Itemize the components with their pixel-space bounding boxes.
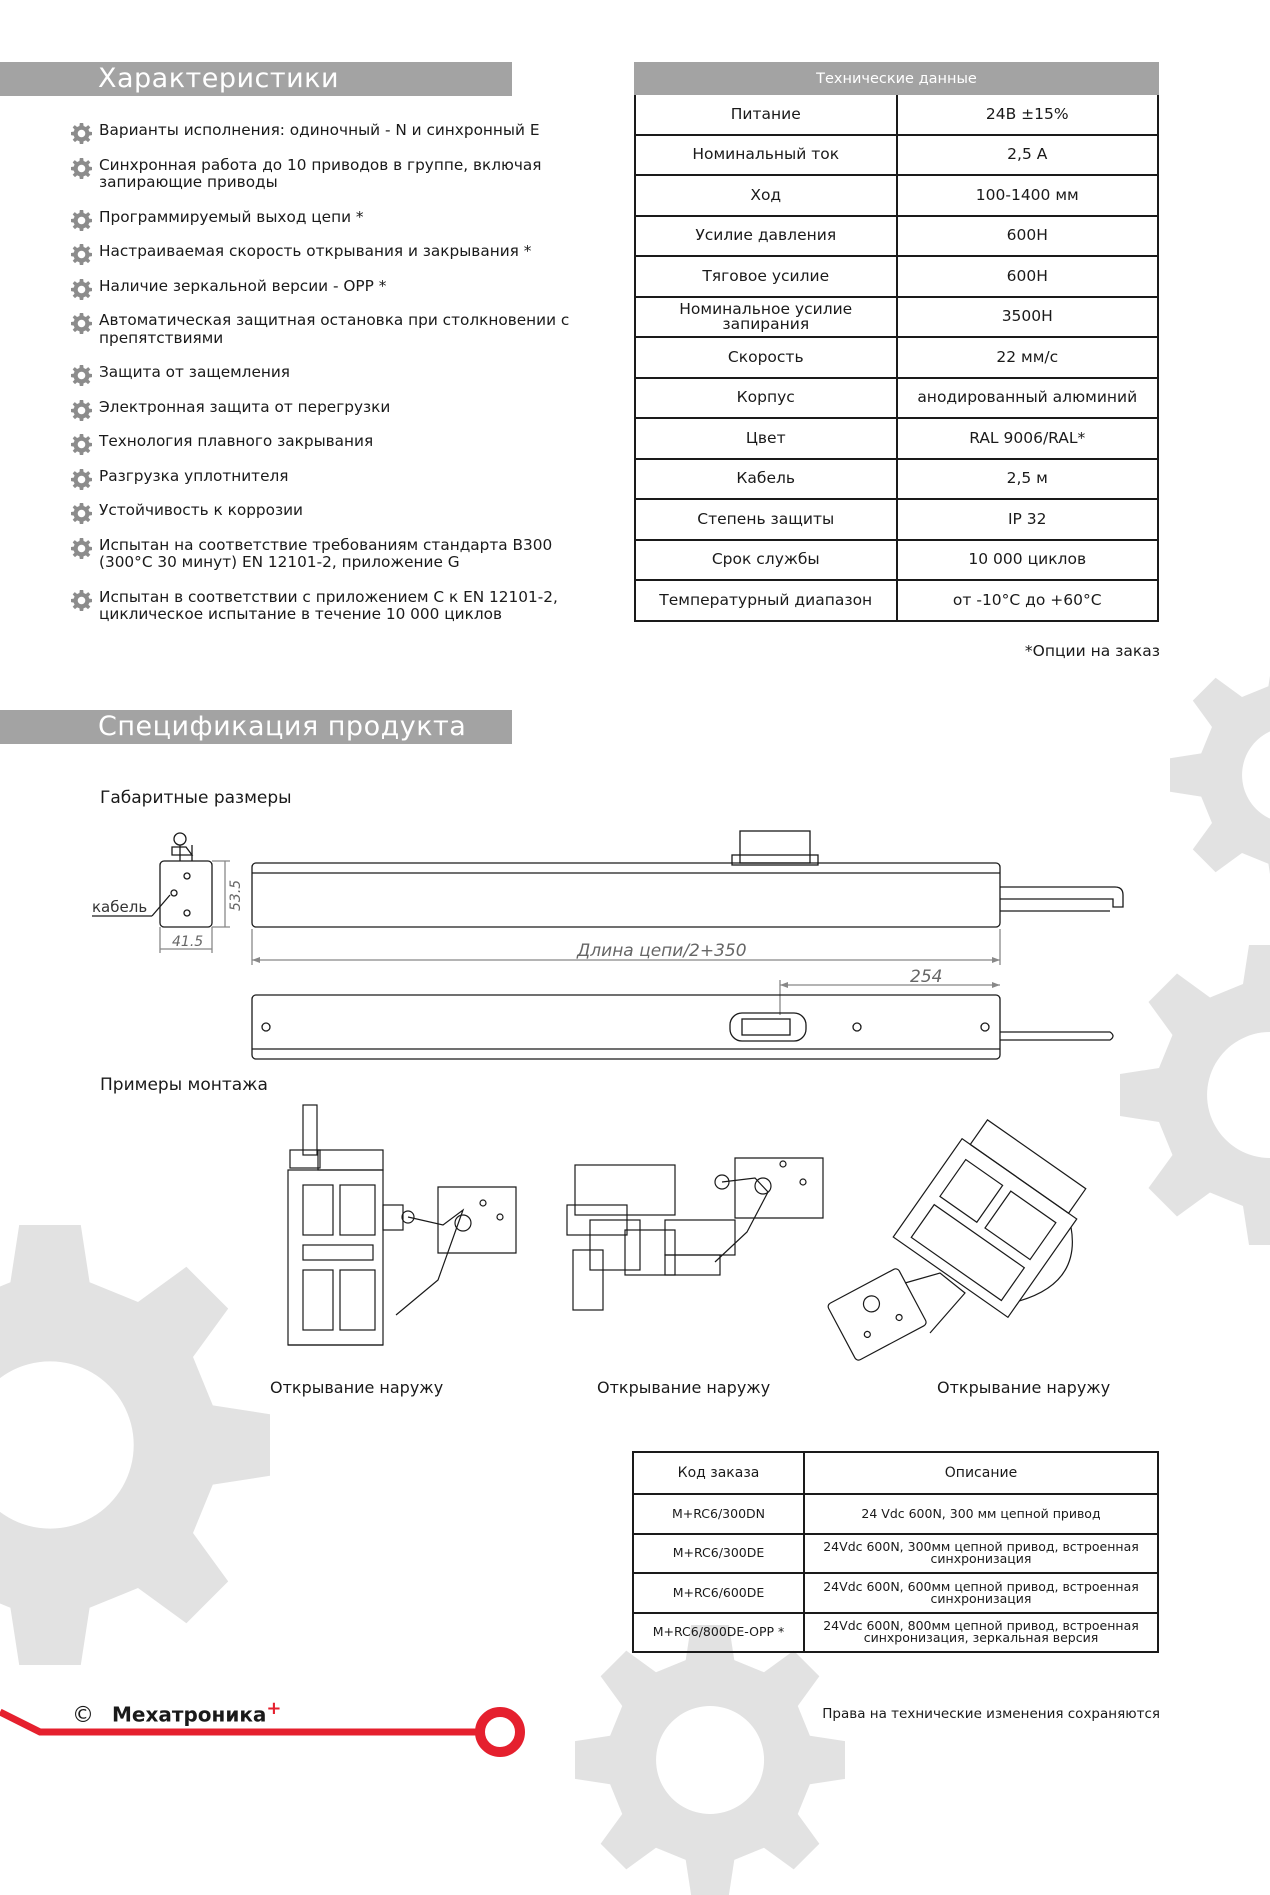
- tech-param: Ход: [635, 175, 897, 216]
- width-dimension-label: 41.5: [172, 934, 204, 950]
- feature-item: [68, 589, 588, 624]
- tech-value: 24В ±15%: [897, 94, 1159, 135]
- feature-text: Разгрузка уплотнителя: [99, 466, 289, 485]
- tech-table-header: Технические данные: [635, 63, 1158, 94]
- order-code: M+RC6/300DN: [633, 1494, 804, 1534]
- order-code: M+RC6/800DE-OPP *: [633, 1613, 804, 1653]
- tech-value: анодированный алюминий: [897, 378, 1159, 419]
- section-title-specification: Спецификация продукта: [0, 710, 512, 744]
- tech-row: [635, 540, 1158, 581]
- background-gear-icon: [575, 1625, 845, 1895]
- tech-row: [635, 418, 1158, 459]
- options-note: *Опции на заказ: [1024, 642, 1160, 660]
- tech-row: [635, 135, 1158, 176]
- tech-row: [635, 499, 1158, 540]
- feature-item: [68, 312, 588, 347]
- tech-param: Номинальное усилие запирания: [635, 297, 897, 338]
- feature-text: Автоматическая защитная остановка при столкновении с препятствиями: [99, 311, 570, 347]
- tech-param: Скорость: [635, 337, 897, 378]
- chain-length-dimension-label: Длина цепи/2+350: [577, 941, 747, 961]
- offset-dimension-label: 254: [910, 967, 943, 987]
- tech-value: 2,5 м: [897, 459, 1159, 500]
- footer-brand: [72, 1698, 282, 1728]
- tech-param: Номинальный ток: [635, 135, 897, 176]
- tech-value: 3500Н: [897, 297, 1159, 338]
- rights-notice: Права на технические изменения сохраняются: [822, 1706, 1160, 1722]
- tech-row: [635, 175, 1158, 216]
- feature-item: [68, 502, 588, 520]
- order-header-description: Описание: [804, 1452, 1158, 1494]
- feature-item: [68, 537, 588, 572]
- mounting-title: Примеры монтажа: [100, 1075, 268, 1095]
- tech-param: Тяговое усилие: [635, 256, 897, 297]
- feature-item: [68, 278, 588, 296]
- feature-item: [68, 468, 588, 486]
- tech-param: Температурный диапазон: [635, 580, 897, 621]
- tech-value: 2,5 А: [897, 135, 1159, 176]
- dimension-drawing: [80, 825, 1140, 1060]
- tech-row: [635, 459, 1158, 500]
- order-row: [633, 1494, 1158, 1534]
- feature-item: [68, 399, 588, 417]
- tech-param: Питание: [635, 94, 897, 135]
- order-description: 24Vdc 600N, 300мм цепной привод, встроенная синхронизация: [804, 1534, 1158, 1574]
- tech-value: от -10°С до +60°С: [897, 580, 1159, 621]
- feature-item: [68, 122, 588, 140]
- feature-text: Устойчивость к коррозии: [99, 501, 303, 519]
- tech-param: Цвет: [635, 418, 897, 459]
- tech-row: [635, 378, 1158, 419]
- tech-row: [635, 256, 1158, 297]
- tech-value: 600Н: [897, 256, 1159, 297]
- tech-data-table: [634, 62, 1159, 622]
- mounting-caption-1: Открывание наружу: [270, 1378, 444, 1397]
- brand-plus: +: [266, 1698, 282, 1719]
- order-description: 24 Vdc 600N, 300 мм цепной привод: [804, 1494, 1158, 1534]
- tech-row: [635, 337, 1158, 378]
- order-row: [633, 1573, 1158, 1613]
- background-gear-icon: [0, 1225, 270, 1665]
- section-title-characteristics: Характеристики: [0, 62, 512, 96]
- tech-param: Степень защиты: [635, 499, 897, 540]
- tech-value: 10 000 циклов: [897, 540, 1159, 581]
- order-table: [632, 1451, 1159, 1653]
- order-description: 24Vdc 600N, 800мм цепной привод, встроенная синхронизация, зеркальная версия: [804, 1613, 1158, 1653]
- feature-text: Защита от защемления: [99, 363, 291, 381]
- feature-text: Программируемый выход цепи *: [99, 207, 364, 226]
- copyright-icon: ©: [72, 1702, 94, 1728]
- tech-value: 22 мм/с: [897, 337, 1159, 378]
- tech-row: [635, 216, 1158, 257]
- features-list: [68, 122, 588, 641]
- mounting-drawing-2: [565, 1150, 835, 1320]
- tech-row: [635, 297, 1158, 338]
- order-header-code: Код заказа: [633, 1452, 804, 1494]
- feature-text: Синхронная работа до 10 приводов в группе, включая запирающие приводы: [99, 155, 542, 191]
- background-gear-icon: [1120, 945, 1270, 1245]
- order-code: M+RC6/600DE: [633, 1573, 804, 1613]
- feature-text: Электронная защита от перегрузки: [99, 397, 391, 416]
- feature-text: Наличие зеркальной версии - OPP *: [99, 276, 387, 295]
- background-gear-icon: [1170, 655, 1270, 895]
- feature-item: [68, 157, 588, 192]
- order-row: [633, 1613, 1158, 1653]
- order-description: 24Vdc 600N, 600мм цепной привод, встроенная синхронизация: [804, 1573, 1158, 1613]
- order-code: M+RC6/300DE: [633, 1534, 804, 1574]
- tech-value: IP 32: [897, 499, 1159, 540]
- order-row: [633, 1534, 1158, 1574]
- tech-value: RAL 9006/RAL*: [897, 418, 1159, 459]
- tech-row: [635, 94, 1158, 135]
- feature-text: Варианты исполнения: одиночный - N и синхронный E: [99, 121, 540, 139]
- mounting-caption-2: Открывание наружу: [597, 1378, 771, 1397]
- brand-name: Мехатроника: [112, 1702, 267, 1727]
- feature-item: [68, 433, 588, 451]
- cable-label: кабель: [92, 898, 148, 916]
- mounting-drawing-3: [835, 1118, 1125, 1373]
- tech-row: [635, 580, 1158, 621]
- feature-text: Технология плавного закрывания: [99, 432, 374, 450]
- height-dimension-label: 53.5: [228, 879, 244, 911]
- order-table-header-row: [633, 1452, 1158, 1494]
- dimensions-title: Габаритные размеры: [100, 788, 292, 808]
- feature-text: Настраиваемая скорость открывания и закрывания *: [99, 242, 532, 260]
- feature-item: [68, 364, 588, 382]
- mounting-caption-3: Открывание наружу: [937, 1378, 1111, 1397]
- tech-value: 600Н: [897, 216, 1159, 257]
- feature-text: Испытан в соответствии с приложением С к EN 12101-2, циклическое испытание в течение 10 000 циклов: [99, 587, 558, 623]
- mounting-drawing-1: [278, 1105, 538, 1360]
- tech-param: Кабель: [635, 459, 897, 500]
- feature-item: [68, 243, 588, 261]
- tech-param: Срок службы: [635, 540, 897, 581]
- feature-text: Испытан на соответствие требованиям стандарта B300 (300°C 30 минут) EN 12101-2, приложение G: [99, 535, 553, 571]
- tech-value: 100-1400 мм: [897, 175, 1159, 216]
- tech-param: Корпус: [635, 378, 897, 419]
- tech-param: Усилие давления: [635, 216, 897, 257]
- feature-item: [68, 209, 588, 227]
